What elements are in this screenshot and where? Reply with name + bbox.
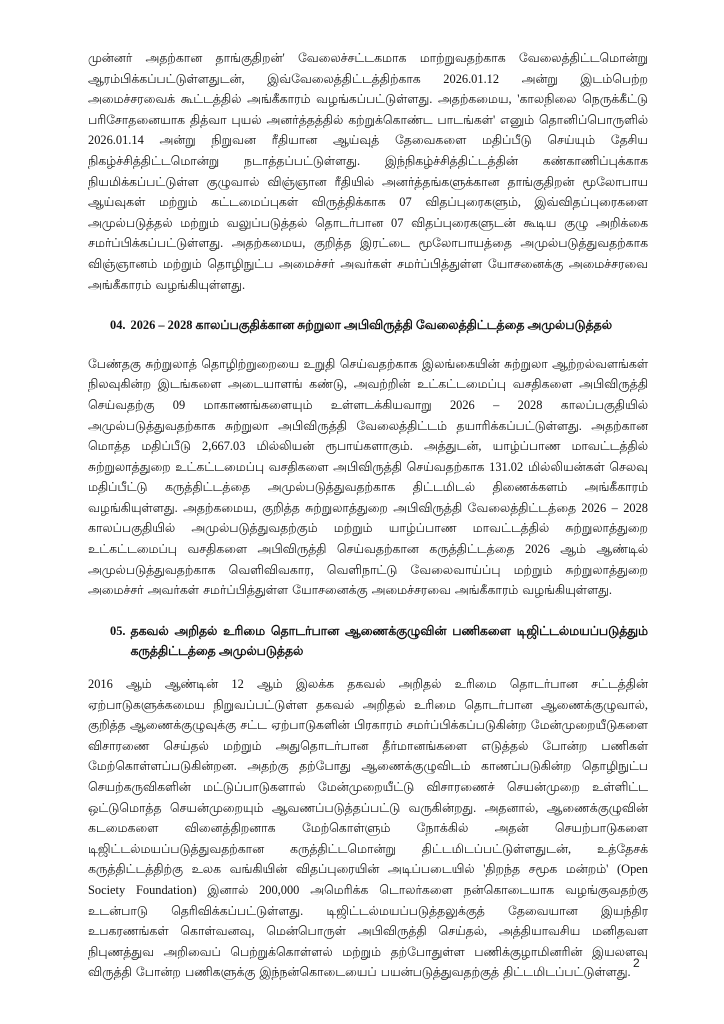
section-heading-04 xyxy=(110,315,648,336)
continued-paragraph: முன்னர் அதற்கான தாங்குதிறன்' வேலைச்சட்டகமாக மாற்றுவதற்காக வேலைத்திட்டமொன்று ஆரம்பிக்கப்பட்டுள்ளதுடன், இவ்வேலைத்திட்டத்திற்காக 2026.01.12 அன்று இடம்பெற்ற அமைச்சரவைக் கூட்டத்தில் அங்கீகாரம் வழங்கப்பட்டுள்ளது. அதற்கமைய, 'காலநிலை நெருக்கீட்டு பரிசோதனையாக தித்வா புயல் அனர்த்தத்தில் கற்றுக்கொண்ட பாடங்கள்' எனும் தொனிப்பொருளில் 2026.01.14 அன்று நிறுவன ரீதியான ஆய்வுத் தேவைகளை மதிப்பீடு செய்யும் தேசிய நிகழ்ச்சித்திட்டமொன்று நடாத்தப்பட்டுள்ளது. இந்நிகழ்ச்சித்திட்டத்தின் கண்காணிப்புக்காக நியமிக்கப்பட்டுள்ள குழுவால் விஞ்ஞான ரீதியில் அனர்த்தங்களுக்கான தாங்குதிறன் மூலோபாய ஆய்வுகள் மற்றும் கட்டமைப்புகள் விருத்திக்காக 07 விதப்புரைகளும், இவ்விதப்புரைகளை அமுல்படுத்தல் மற்றும் வலுப்படுத்தல் தொடர்பான 07 விதப்புரைகளுடன் கூடிய குழு அறிக்கை சமர்ப்பிக்கப்பட்டுள்ளது. அதற்கமைய, குறித்த இரட்டை மூலோபாயத்தை அமுல்படுத்துவதற்காக விஞ்ஞானம் மற்றும் தொழிநுட்ப அமைச்சர் அவர்கள் சமர்ப்பித்துள்ள யோசனைக்கு அமைச்சரவை அங்கீகாரம் வழங்கியுள்ளது. xyxy=(88,51,648,292)
section-number: 04. xyxy=(110,318,126,333)
section-body-04: பேண்தகு சுற்றுலாத் தொழிற்றுறையை உறுதி செய்வதற்காக இலங்கையின் சுற்றுலா ஆற்றல்வளங்கள் நிலவுகின்ற இடங்களை அடையாளங் கண்டு, அவற்றின் உட்கட்டமைப்பு வசதிகளை அபிவிருத்தி செய்வதற்கு 09 மாகாணங்களையும் உள்ளடக்கியவாறு 2026 – 2028 காலப்பகுதியில் அமுல்படுத்துவதற்காக சுற்றுலா அபிவிருத்தி வேலைத்திட்டம் தயாரிக்கப்பட்டுள்ளது. அதற்கான மொத்த மதிப்பீடு 2,667.03 மில்லியன் ரூபாய்களாகும். அத்துடன், யாழ்ப்பாண மாவட்டத்தில் சுற்றுலாத்துறை உட்கட்டமைப்பு வசதிகளை அபிவிருத்தி செய்வதற்காக 131.02 மில்லியன்கள் செலவு மதிப்பீட்டு கருத்திட்டத்தை அமுல்படுத்துவதற்காக திட்டமிடல் திணைக்களம் அங்கீகாரம் வழங்கியுள்ளது. அதற்கமைய, குறித்த சுற்றுலாத்துறை அபிவிருத்தி வேலைத்திட்டத்தை 2026 – 2028 காலப்பகுதியில் அமுல்படுத்துவதற்கும் மற்றும் யாழ்ப்பாண மாவட்டத்தில் சுற்றுலாத்துறை உட்கட்டமைப்பு வசதிகளை அபிவிருத்தி செய்வதற்கான கருத்திட்டத்தை 2026 ஆம் ஆண்டில் அமுல்படுத்துவதற்காக வெளிவிவகார, வெளிநாட்டு வேலைவாய்ப்பு மற்றும் சுற்றுலாத்துறை அமைச்சர் அவர்கள் சமர்ப்பித்துள்ள யோசனைக்கு அமைச்சரவை அங்கீகாரம் வழங்கியுள்ளது. xyxy=(88,356,648,598)
section-title: தகவல் அறிதல் உரிமை தொடர்பான ஆணைக்குழுவின் பணிகளை டிஜிட்டல்மயப்படுத்தும் கருத்திட்டத்தை அமுல்படுத்தல் xyxy=(130,623,648,659)
page-number: 2 xyxy=(633,956,640,970)
section-body-05: 2016 ஆம் ஆண்டின் 12 ஆம் இலக்க தகவல் அறிதல் உரிமை தொடர்பான சட்டத்தின் ஏற்பாடுகளுக்கமைய நிறுவப்பட்டுள்ள தகவல் அறிதல் உரிமை தொடர்பான ஆணைக்குழுவால், குறித்த ஆணைக்குழுவுக்கு சட்ட ஏற்பாடுகளின் பிரகாரம் சமர்ப்பிக்கப்படுகின்ற மேன்முறையீடுகளை விசாரணை செய்தல் மற்றும் அதுதொடர்பான தீர்மானங்களை எடுத்தல் போன்ற பணிகள் மேற்கொள்ளப்படுகின்றன. அதற்கு தற்போது ஆணைக்குழுவிடம் காணப்படுகின்ற தொழிநுட்ப செயற்கருவிகளின் மட்டுப்பாடுகளால் மேன்முறையீட்டு விசாரணைச் செயன்முறை உள்ளிட்ட ஒட்டுமொத்த செயன்முறையும் ஆவணப்படுத்தப்பட்டு வருகின்றது. அதனால், ஆணைக்குழுவின் கடமைகளை வினைத்திறனாக மேற்கொள்ளும் நோக்கில் அதன் செயற்பாடுகளை டிஜிட்டல்மயப்படுத்துவதற்கான கருத்திட்டமொன்று திட்டமிடப்பட்டுள்ளதுடன், உத்தேசக் கருத்திட்டத்திற்கு உலக வங்கியின் விதப்புரையின் அடிப்படையில் 'திறந்த சமூக மன்றம்' (Open Society Foundation) இனால் 200,000 அமெரிக்க டொலர்களை நன்கொடையாக வழங்குவதற்கு உடன்பாடு தெரிவிக்கப்பட்டுள்ளது. டிஜிட்டல்மயப்படுத்தலுக்குத் தேவையான இயந்திர உபகரணங்கள் கொள்வனவு, மென்பொருள் அபிவிருத்தி செய்தல், அத்தியாவசிய மனிதவள நிபுணத்துவ அறிவைப் பெற்றுக்கொள்ளல் மற்றும் தற்போதுள்ள பணிக்குழாமினரின் இயலளவு விருத்தி போன்ற பணிகளுக்கு இந்நன்கொடையைப் பயன்படுத்துவதற்குத் திட்டமிடப்பட்டுள்ளது. xyxy=(88,677,648,980)
section-title: 2026 – 2028 காலப்பகுதிக்கான சுற்றுலா அபிவிருத்தி வேலைத்திட்டத்தை அமுல்படுத்தல் xyxy=(130,318,613,333)
document-page xyxy=(88,48,648,983)
section-number: 05. xyxy=(110,623,126,638)
section-heading-05 xyxy=(110,621,648,662)
